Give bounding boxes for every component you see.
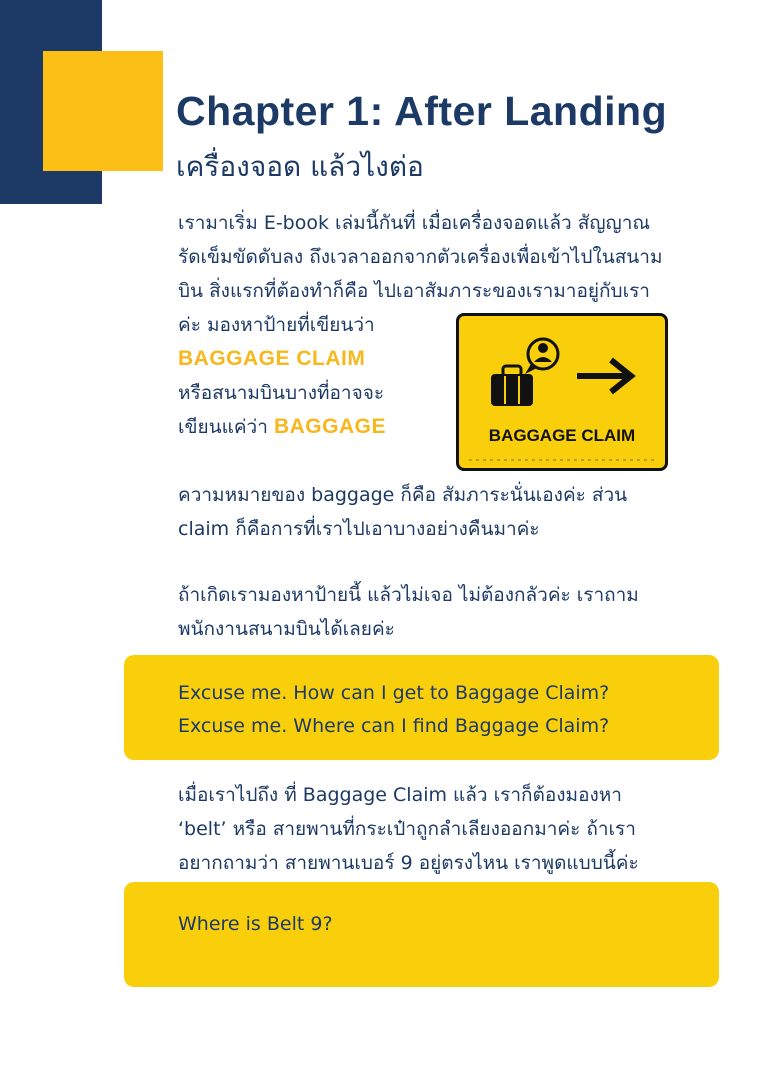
highlight-baggage: BAGGAGE bbox=[273, 415, 386, 438]
baggage-claim-sign bbox=[456, 313, 668, 471]
phrase-callout-1 bbox=[124, 655, 719, 760]
belt-paragraph bbox=[178, 778, 718, 880]
meaning-paragraph bbox=[178, 478, 718, 546]
intro-line: รัดเข็มขัดดับลง ถึงเวลาออกจากตัวเครื่องเพื่อเข้าไปในสนาม bbox=[178, 246, 663, 268]
intro-line: เรามาเริ่ม E-book เล่มนี้กันที่ เมื่อเครื่องจอดแล้ว สัญญาณ bbox=[178, 212, 651, 234]
callout-line: Where is Belt 9? bbox=[178, 913, 333, 935]
callout-line: Excuse me. How can I get to Baggage Claim? bbox=[178, 682, 610, 704]
belt-line: อยากถามว่า สายพานเบอร์ 9 อยู่ตรงไหน เราพูดแบบนี้ค่ะ bbox=[178, 852, 639, 874]
ask-line: พนักงานสนามบินได้เลยค่ะ bbox=[178, 618, 395, 640]
belt-line: เมื่อเราไปถึง ที่ Baggage Claim แล้ว เราก็ต้องมองหา bbox=[178, 784, 622, 806]
yellow-decor-block bbox=[43, 51, 163, 171]
person-speech-bubble-icon bbox=[525, 339, 558, 374]
arrow-right-icon bbox=[577, 360, 631, 392]
callout-line: Excuse me. Where can I find Baggage Claim? bbox=[178, 715, 610, 737]
callout-text bbox=[178, 908, 333, 941]
intro-line: บิน สิ่งแรกที่ต้องทำก็คือ ไปเอาสัมภาระของเรามาอยู่กับเรา bbox=[178, 280, 650, 302]
intro-line: ค่ะ มองหาป้ายที่เขียนว่า bbox=[178, 314, 375, 336]
ask-paragraph bbox=[178, 578, 718, 646]
page-title: Chapter 1: After Landing bbox=[176, 88, 668, 134]
ask-line: ถ้าเกิดเรามองหาป้ายนี้ แล้วไม่เจอ ไม่ต้องกลัวค่ะ เราถาม bbox=[178, 584, 639, 606]
meaning-line: ความหมายของ baggage ก็คือ สัมภาระนั่นเองค่ะ ส่วน bbox=[178, 484, 628, 506]
intro-line: หรือสนามบินบางที่อาจจะ bbox=[178, 382, 385, 404]
page-subtitle: เครื่องจอด แล้วไงต่อ bbox=[176, 150, 424, 183]
meaning-line: claim ก็คือการที่เราไปเอาบางอย่างคืนมาค่ะ bbox=[178, 518, 540, 540]
highlight-baggage-claim: BAGGAGE CLAIM bbox=[178, 347, 366, 370]
callout-text bbox=[178, 677, 609, 743]
sign-label: BAGGAGE CLAIM bbox=[488, 426, 636, 445]
intro-line-prefix: เขียนแค่ว่า bbox=[178, 416, 268, 438]
belt-line: ‘belt’ หรือ สายพานที่กระเป๋าถูกลำเลียงออกมาค่ะ ถ้าเรา bbox=[178, 818, 636, 840]
phrase-callout-2 bbox=[124, 882, 719, 987]
